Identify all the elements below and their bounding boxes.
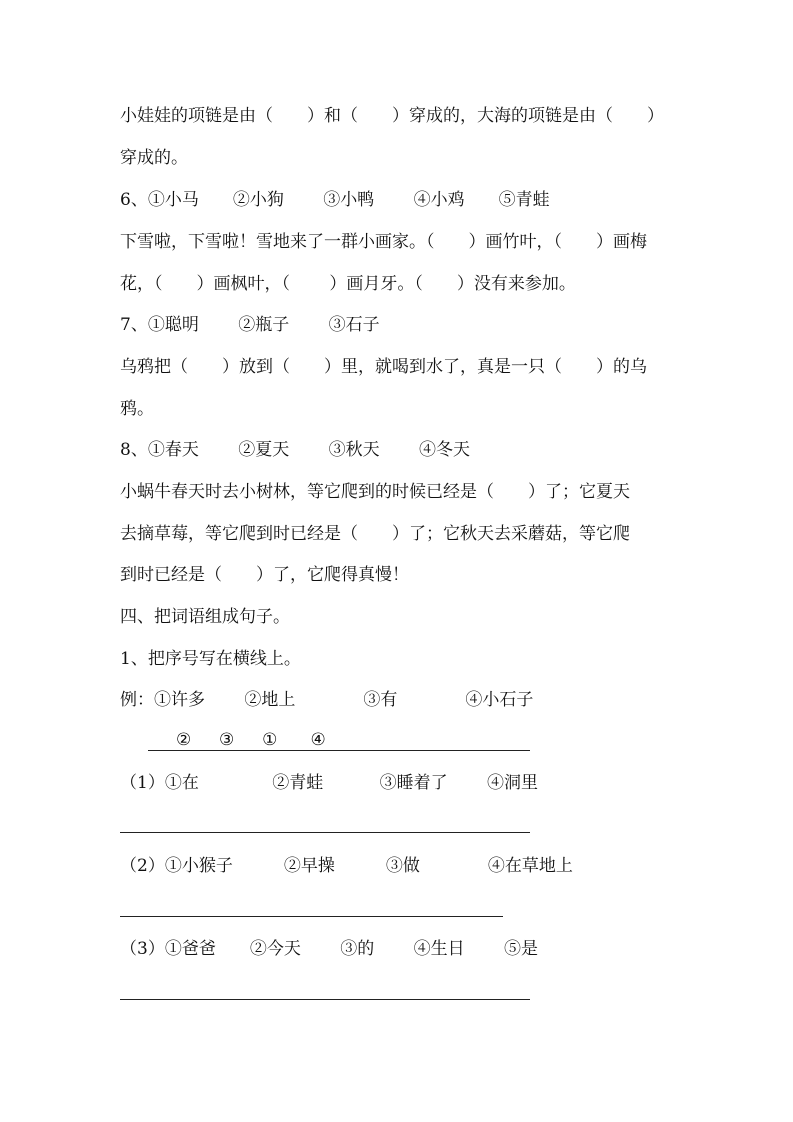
exercise-3-answer-line [120, 999, 530, 1000]
question-8-options: 8、①春天 ②夏天 ③秋天 ④冬天 [120, 440, 471, 460]
exercise-2-words: （2）①小猴子 ②早操 ③做 ④在草地上 [120, 856, 573, 876]
exercise-3-words: （3）①爸爸 ②今天 ③的 ④生日 ⑤是 [120, 939, 539, 959]
question-6-sentence-line-2: 花，（ ）画枫叶，（ ）画月牙。（ ）没有来参加。 [120, 274, 576, 294]
subsection-1-instruction: 1、把序号写在横线上。 [120, 649, 301, 669]
exercise-1-words: （1）①在 ②青蛙 ③睡着了 ④洞里 [120, 773, 539, 793]
example-answer-line [148, 750, 530, 751]
example-words: 例：①许多 ②地上 ③有 ④小石子 [120, 690, 534, 710]
question-7-sentence-line-2: 鸦。 [120, 399, 154, 419]
question-8-sentence-line-1: 小蜗牛春天时去小树林，等它爬到的时候已经是（ ）了；它夏天 [120, 482, 630, 502]
exercise-2-answer-line [120, 916, 503, 917]
question-5-sentence-line-1: 小娃娃的项链是由（ ）和（ ）穿成的，大海的项链是由（ ） [120, 106, 664, 126]
question-8-sentence-line-3: 到时已经是（ ）了，它爬得真慢！ [120, 565, 409, 585]
exercise-1-answer-line [120, 832, 530, 833]
question-5-sentence-line-2: 穿成的。 [120, 148, 188, 168]
question-8-sentence-line-2: 去摘草莓，等它爬到时已经是（ ）了；它秋天去采蘑菇，等它爬 [120, 524, 630, 544]
question-6-options: 6、①小马 ②小狗 ③小鸭 ④小鸡 ⑤青蛙 [120, 190, 550, 210]
section-4-heading: 四、把词语组成句子。 [120, 607, 290, 627]
question-7-options: 7、①聪明 ②瓶子 ③石子 [120, 315, 380, 335]
example-answer: ② ③ ① ④ [176, 730, 326, 750]
question-6-sentence-line-1: 下雪啦，下雪啦！雪地来了一群小画家。（ ）画竹叶，（ ）画梅 [120, 232, 647, 252]
question-7-sentence-line-1: 乌鸦把（ ）放到（ ）里，就喝到水了，真是一只（ ）的乌 [120, 357, 647, 377]
